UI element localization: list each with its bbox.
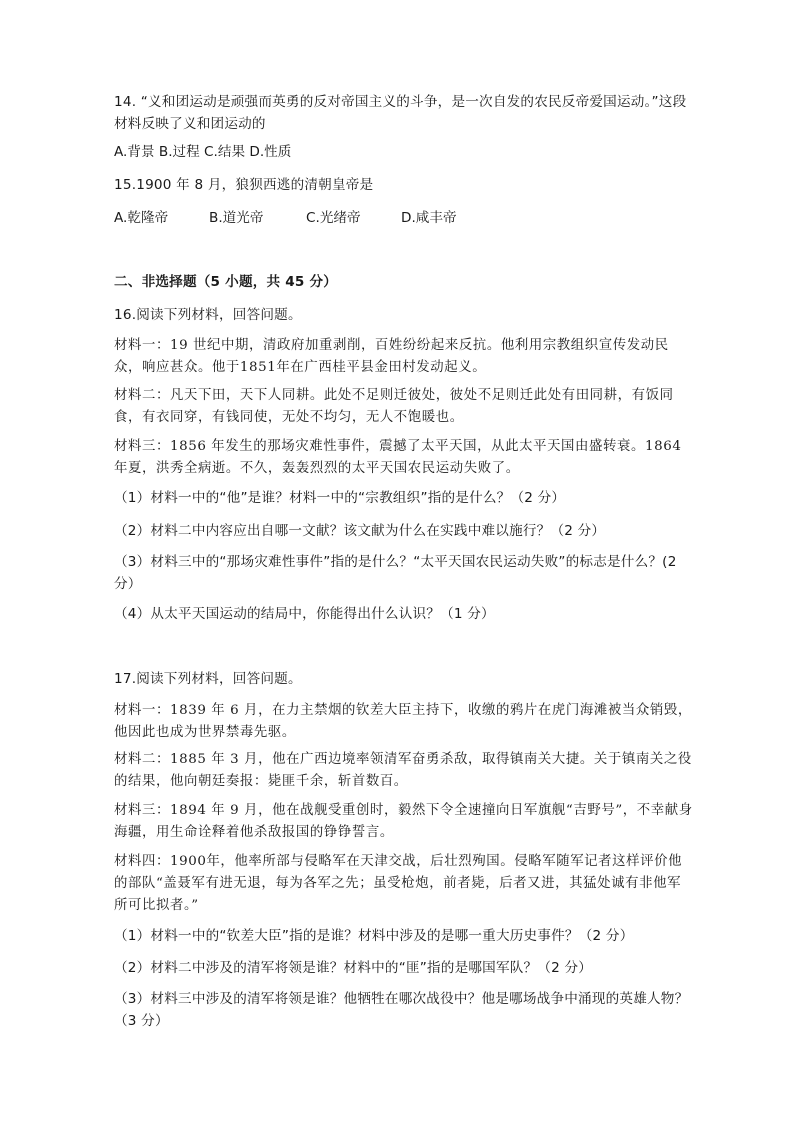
q16-subquestion-4: （4）从太平天国运动的结局中，你能得出什么认识？（1 分） [114,606,495,622]
q16-subquestion-3: （3）材料三中的“那场灾难性事件”指的是什么？“太平天国农民运动失败”的标志是什么？(2 分） [114,554,677,592]
q16-material-2: 材料二：凡天下田，天下人同耕。此处不足则迁彼处，彼处不足则迁此处有田同耕，有饭同食，有衣同穿，有钱同使，无处不均匀，无人不饱暖也。 [114,388,674,425]
q16-material-3: 材料三：1856 年发生的那场灾难性事件，震撼了太平天国，从此太平天国由盛转衰。1864年夏，洪秀全病逝。不久，轰轰烈烈的太平天国农民运动失败了。 [114,439,682,476]
q15-option-a: A.乾隆帝 [114,210,169,226]
q15-option-c: C.光绪帝 [306,210,361,226]
q16-subquestion-2: （2）材料二中内容应出自哪一文献？该文献为什么在实践中难以施行？（2 分） [114,523,606,539]
q17-material-3: 材料三：1894 年 9 月，他在战舰受重创时，毅然下令全速撞向日军旗舰“吉野号”，不幸献身海疆，用生命诠释着他杀敌报国的铮铮誓言。 [114,803,693,840]
q17-material-1: 材料一：1839 年 6 月，在力主禁烟的钦差大臣主持下，收缴的鸦片在虎门海滩被当众销毁，他因此也成为世界禁毒先驱。 [114,703,692,740]
q14-options: A.背景 B.过程 C.结果 D.性质 [114,144,292,160]
q16-subquestion-1: （1）材料一中的“他”是谁？材料一中的“宗教组织”指的是什么？（2 分） [114,490,566,506]
q16-intro: 16.阅读下列材料，回答问题。 [114,307,302,323]
q15-stem: 15.1900 年 8 月，狼狈西逃的清朝皇帝是 [114,177,374,193]
q17-subquestion-1: （1）材料一中的“钦差大臣”指的是谁？材料中涉及的是哪一重大历史事件？（2 分） [114,928,634,944]
q15-option-d: D.咸丰帝 [401,210,457,226]
q16-material-1: 材料一：19 世纪中期，清政府加重剥削，百姓纷纷起来反抗。他利用宗教组织宣传发动民众，响应甚众。他于1851年在广西桂平县金田村发动起义。 [114,338,669,375]
section-title: 二、非选择题（5 小题，共 45 分） [114,274,338,290]
q15-options [114,207,457,229]
q17-subquestion-2: （2）材料二中涉及的清军将领是谁？材料中的“匪”指的是哪国军队？（2 分） [114,960,593,976]
q17-subquestion-3: （3）材料三中涉及的清军将领是谁？他牺牲在哪次战役中？他是哪场战争中涌现的英雄人物？（3 分） [114,991,689,1029]
q17-intro: 17.阅读下列材料，回答问题。 [114,671,302,687]
q15-option-b: B.道光帝 [209,210,264,226]
q17-material-2: 材料二：1885 年 3 月，他在广西边境率领清军奋勇杀敌，取得镇南关大捷。关于镇南关之役的结果，他向朝廷奏报：毙匪千余，斩首数百。 [114,752,692,789]
q14-stem: 14. “义和团运动是顽强而英勇的反对帝国主义的斗争，是一次自发的农民反帝爱国运动。”这段材料反映了义和团运动的 [114,94,687,132]
q17-material-4: 材料四：1900年，他率所部与侵略军在天津交战，后壮烈殉国。侵略军随军记者这样评价他的部队“盖聂军有进无退，每为各军之先；虽受枪炮，前者毙，后者又进，其猛处诚有非他军所可比拟者。” [114,854,683,913]
